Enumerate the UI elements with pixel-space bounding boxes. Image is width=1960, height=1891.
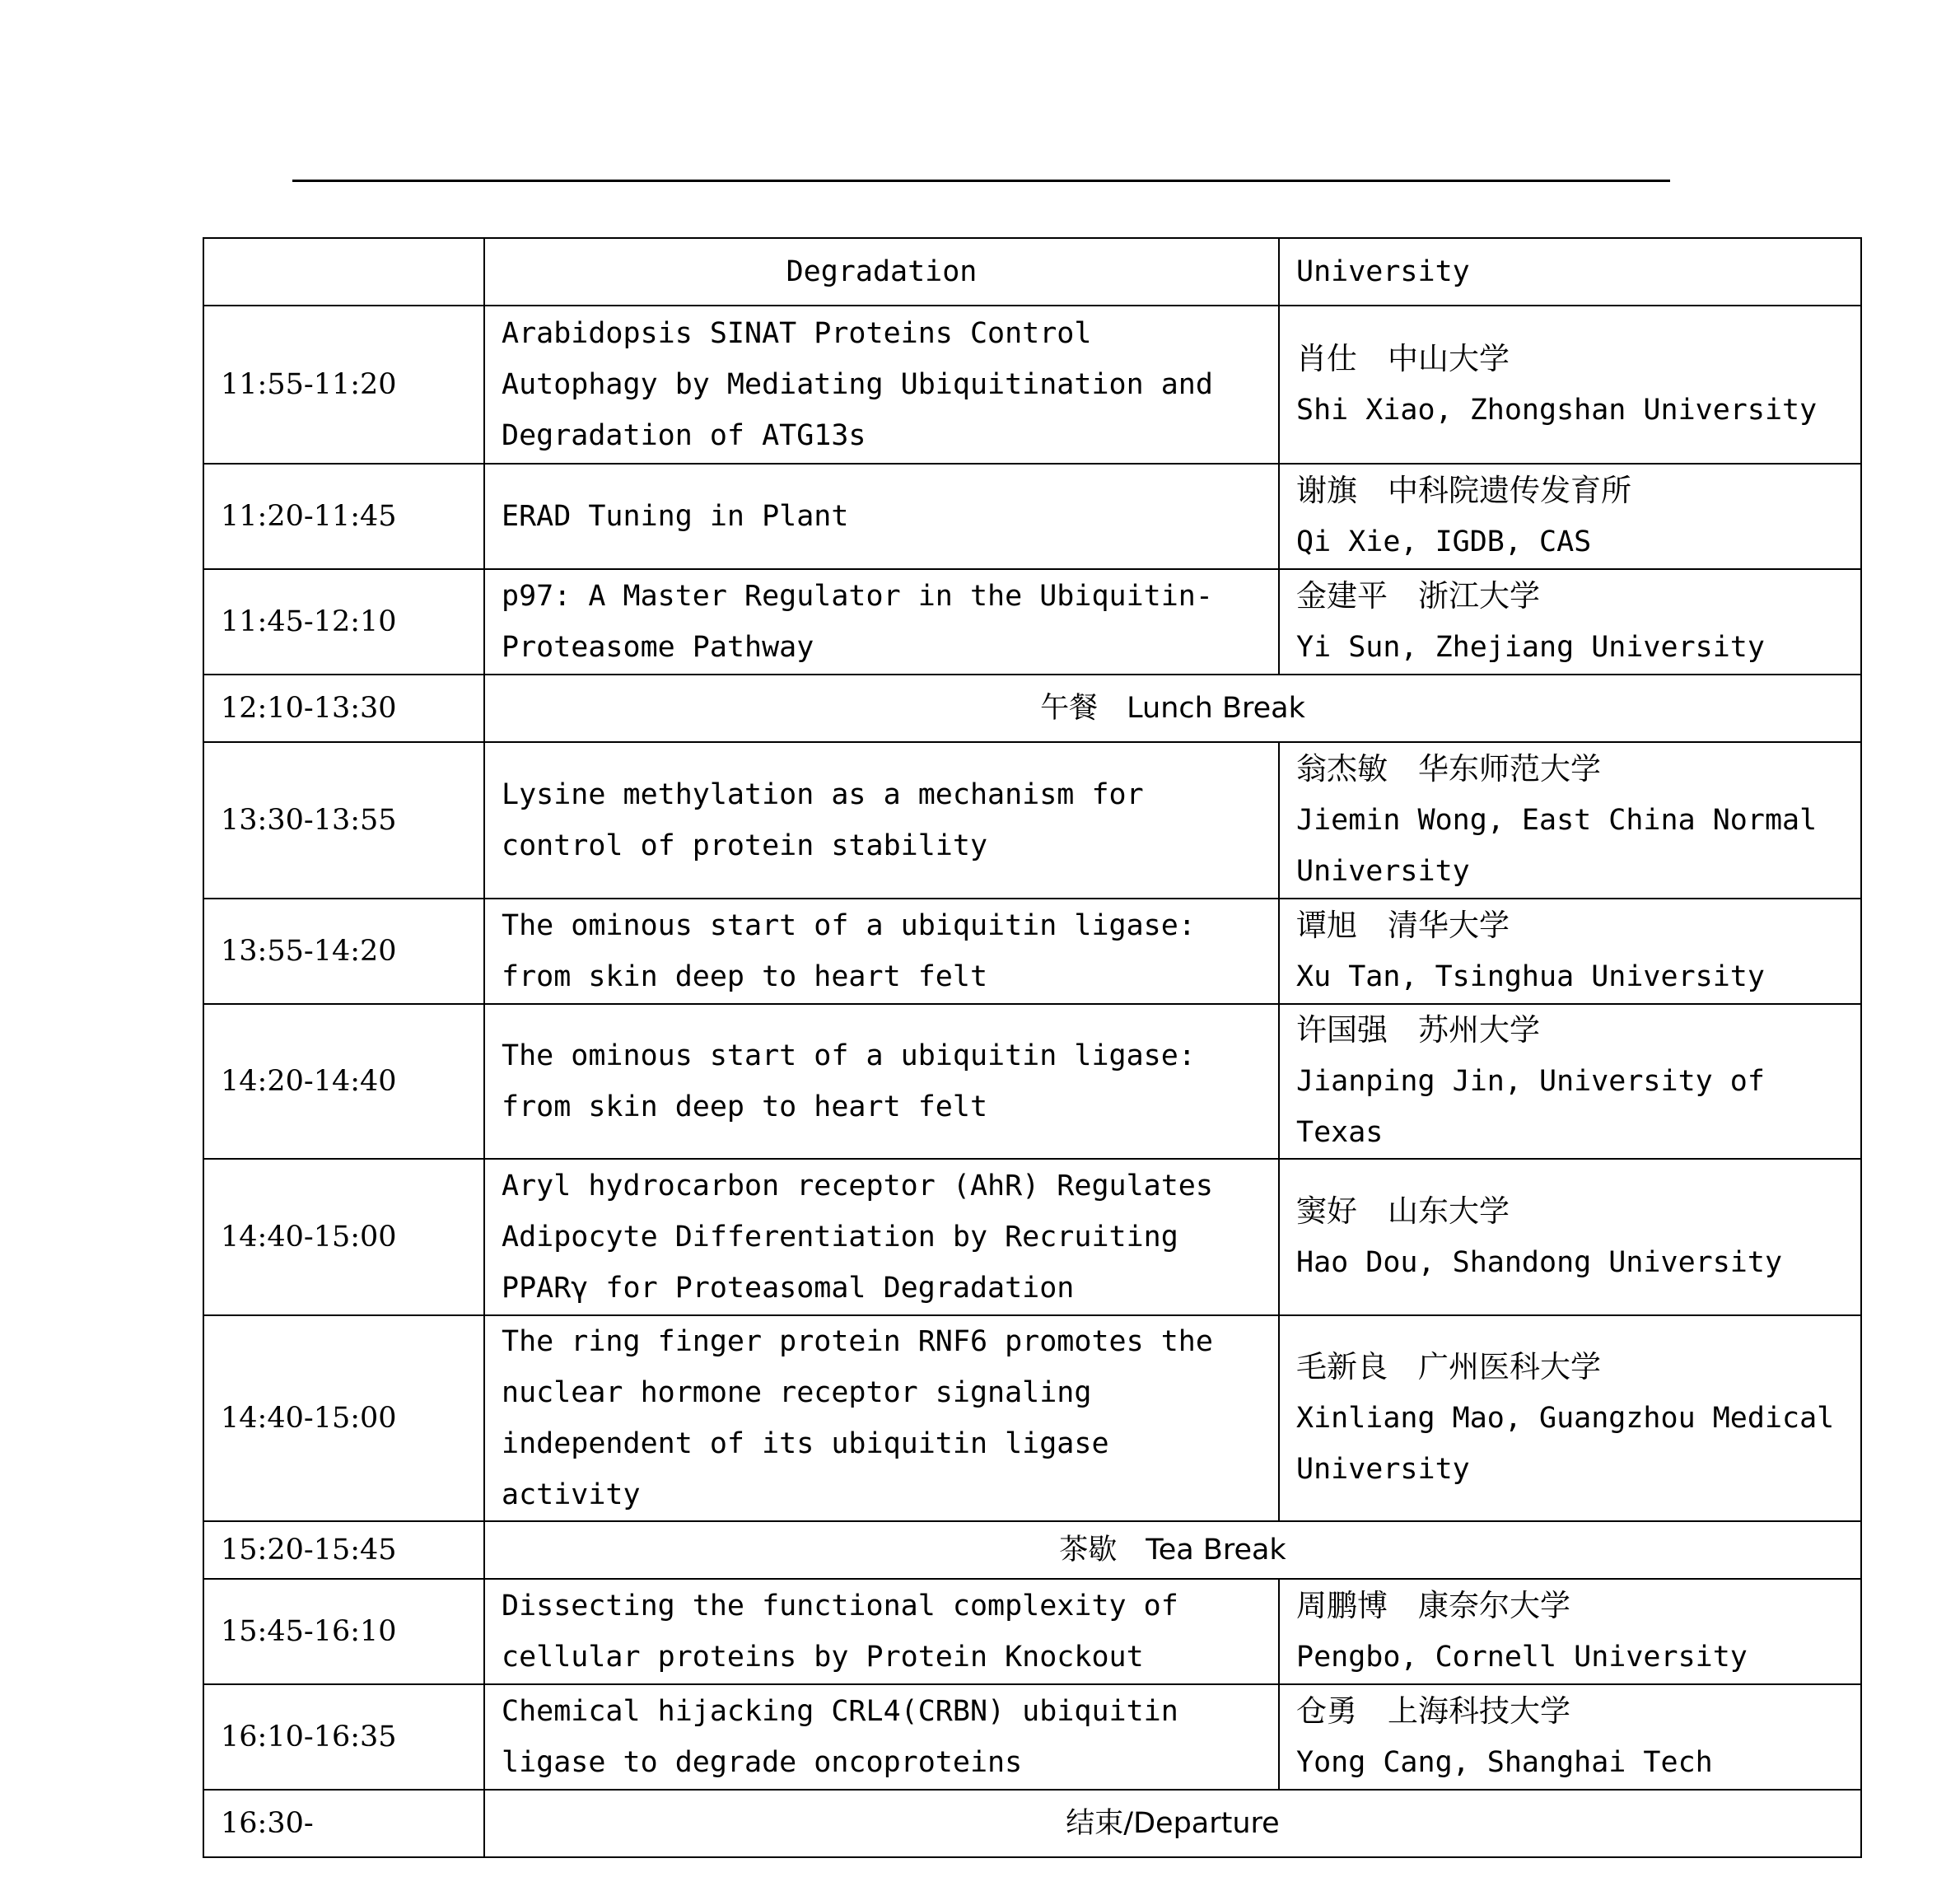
break-row	[203, 1790, 1861, 1857]
speaker-cell	[1279, 1315, 1861, 1521]
tea-break-label: 茶歇 Tea Break	[484, 1521, 1861, 1579]
speaker-name-cn: 金建平 浙江大学	[1296, 578, 1540, 614]
speaker-name-en: Jiemin Wong, East China Normal University	[1296, 804, 1818, 888]
header-speaker-cell: University	[1279, 238, 1861, 306]
talk-title: Chemical hijacking CRL4(CRBN) ubiquitin ligase to degrade oncoproteins	[484, 1684, 1279, 1790]
speaker-name-en: Yi Sun, Zhejiang University	[1296, 631, 1765, 664]
speaker-name-en: Jianping Jin, University of Texas	[1296, 1065, 1765, 1149]
time-cell: 12:10-13:30	[203, 675, 484, 742]
time-cell: 13:55-14:20	[203, 899, 484, 1004]
speaker-name-en: Shi Xiao, Zhongshan University	[1296, 394, 1818, 427]
speaker-name-en: Hao Dou, Shandong University	[1296, 1246, 1783, 1279]
time-cell: 14:40-15:00	[203, 1315, 484, 1521]
talk-title: p97: A Master Regulator in the Ubiquitin-Proteasome Pathway	[484, 569, 1279, 675]
talk-title: Dissecting the functional complexity of cellular proteins by Protein Knockout	[484, 1579, 1279, 1684]
table-row	[203, 1315, 1861, 1521]
speaker-name-en: Pengbo, Cornell University	[1296, 1641, 1748, 1674]
talk-title: Aryl hydrocarbon receptor (AhR) Regulates Adipocyte Differentiation by Recruiting PPARγ for Proteasomal Degradation	[484, 1159, 1279, 1315]
speaker-cell	[1279, 1004, 1861, 1159]
speaker-cell	[1279, 742, 1861, 899]
table-row	[203, 569, 1861, 675]
speaker-name-cn: 谢旗 中科院遗传发育所	[1296, 473, 1631, 508]
time-cell: 15:45-16:10	[203, 1579, 484, 1684]
speaker-name-cn: 谭旭 清华大学	[1296, 908, 1510, 943]
table-row	[203, 1579, 1861, 1684]
time-cell: 16:30-	[203, 1790, 484, 1857]
speaker-cell	[1279, 1579, 1861, 1684]
talk-title: The ominous start of a ubiquitin ligase: from skin deep to heart felt	[484, 899, 1279, 1004]
speaker-cell	[1279, 1684, 1861, 1790]
time-cell: 11:20-11:45	[203, 464, 484, 569]
time-cell: 14:40-15:00	[203, 1159, 484, 1315]
table-row	[203, 899, 1861, 1004]
speaker-name-cn: 肖仕 中山大学	[1296, 341, 1510, 376]
break-row	[203, 1521, 1861, 1579]
header-title-cell: Degradation	[484, 238, 1279, 306]
table-header-row	[203, 238, 1861, 306]
talk-title: Arabidopsis SINAT Proteins Control Autophagy by Mediating Ubiquitination and Degradation of ATG13s	[484, 306, 1279, 464]
speaker-cell	[1279, 899, 1861, 1004]
speaker-cell	[1279, 1159, 1861, 1315]
speaker-name-cn: 周鹏博 康奈尔大学	[1296, 1588, 1570, 1623]
speaker-name-cn: 窦好 山东大学	[1296, 1193, 1510, 1229]
speaker-name-en: Yong Cang, Shanghai Tech	[1296, 1746, 1713, 1779]
speaker-name-en: Xu Tan, Tsinghua University	[1296, 960, 1765, 993]
speaker-name-cn: 许国强 苏州大学	[1296, 1012, 1540, 1048]
speaker-name-en: Xinliang Mao, Guangzhou Medical University	[1296, 1402, 1835, 1486]
speaker-cell	[1279, 569, 1861, 675]
time-cell: 11:45-12:10	[203, 569, 484, 675]
table-row	[203, 1684, 1861, 1790]
break-row	[203, 675, 1861, 742]
time-cell: 16:10-16:35	[203, 1684, 484, 1790]
time-cell: 14:20-14:40	[203, 1004, 484, 1159]
header-time-cell	[203, 238, 484, 306]
talk-title: The ring finger protein RNF6 promotes the nuclear hormone receptor signaling independent of its ubiquitin ligase activity	[484, 1315, 1279, 1521]
departure-label: 结束/Departure	[484, 1790, 1861, 1857]
time-cell: 11:55-11:20	[203, 306, 484, 464]
schedule-table	[203, 237, 1862, 1858]
speaker-cell	[1279, 306, 1861, 464]
table-row	[203, 464, 1861, 569]
time-cell: 13:30-13:55	[203, 742, 484, 899]
speaker-name-cn: 毛新良 广州医科大学	[1296, 1349, 1601, 1384]
table-row	[203, 1004, 1861, 1159]
talk-title: The ominous start of a ubiquitin ligase: from skin deep to heart felt	[484, 1004, 1279, 1159]
header-rule	[292, 180, 1670, 182]
table-row	[203, 306, 1861, 464]
speaker-cell	[1279, 464, 1861, 569]
speaker-name-en: Qi Xie, IGDB, CAS	[1296, 525, 1592, 558]
table-row	[203, 1159, 1861, 1315]
talk-title: ERAD Tuning in Plant	[484, 464, 1279, 569]
speaker-name-cn: 翁杰敏 华东师范大学	[1296, 751, 1601, 787]
time-cell: 15:20-15:45	[203, 1521, 484, 1579]
talk-title: Lysine methylation as a mechanism for control of protein stability	[484, 742, 1279, 899]
lunch-break-label: 午餐 Lunch Break	[484, 675, 1861, 742]
speaker-name-cn: 仓勇 上海科技大学	[1296, 1693, 1570, 1729]
table-row	[203, 742, 1861, 899]
